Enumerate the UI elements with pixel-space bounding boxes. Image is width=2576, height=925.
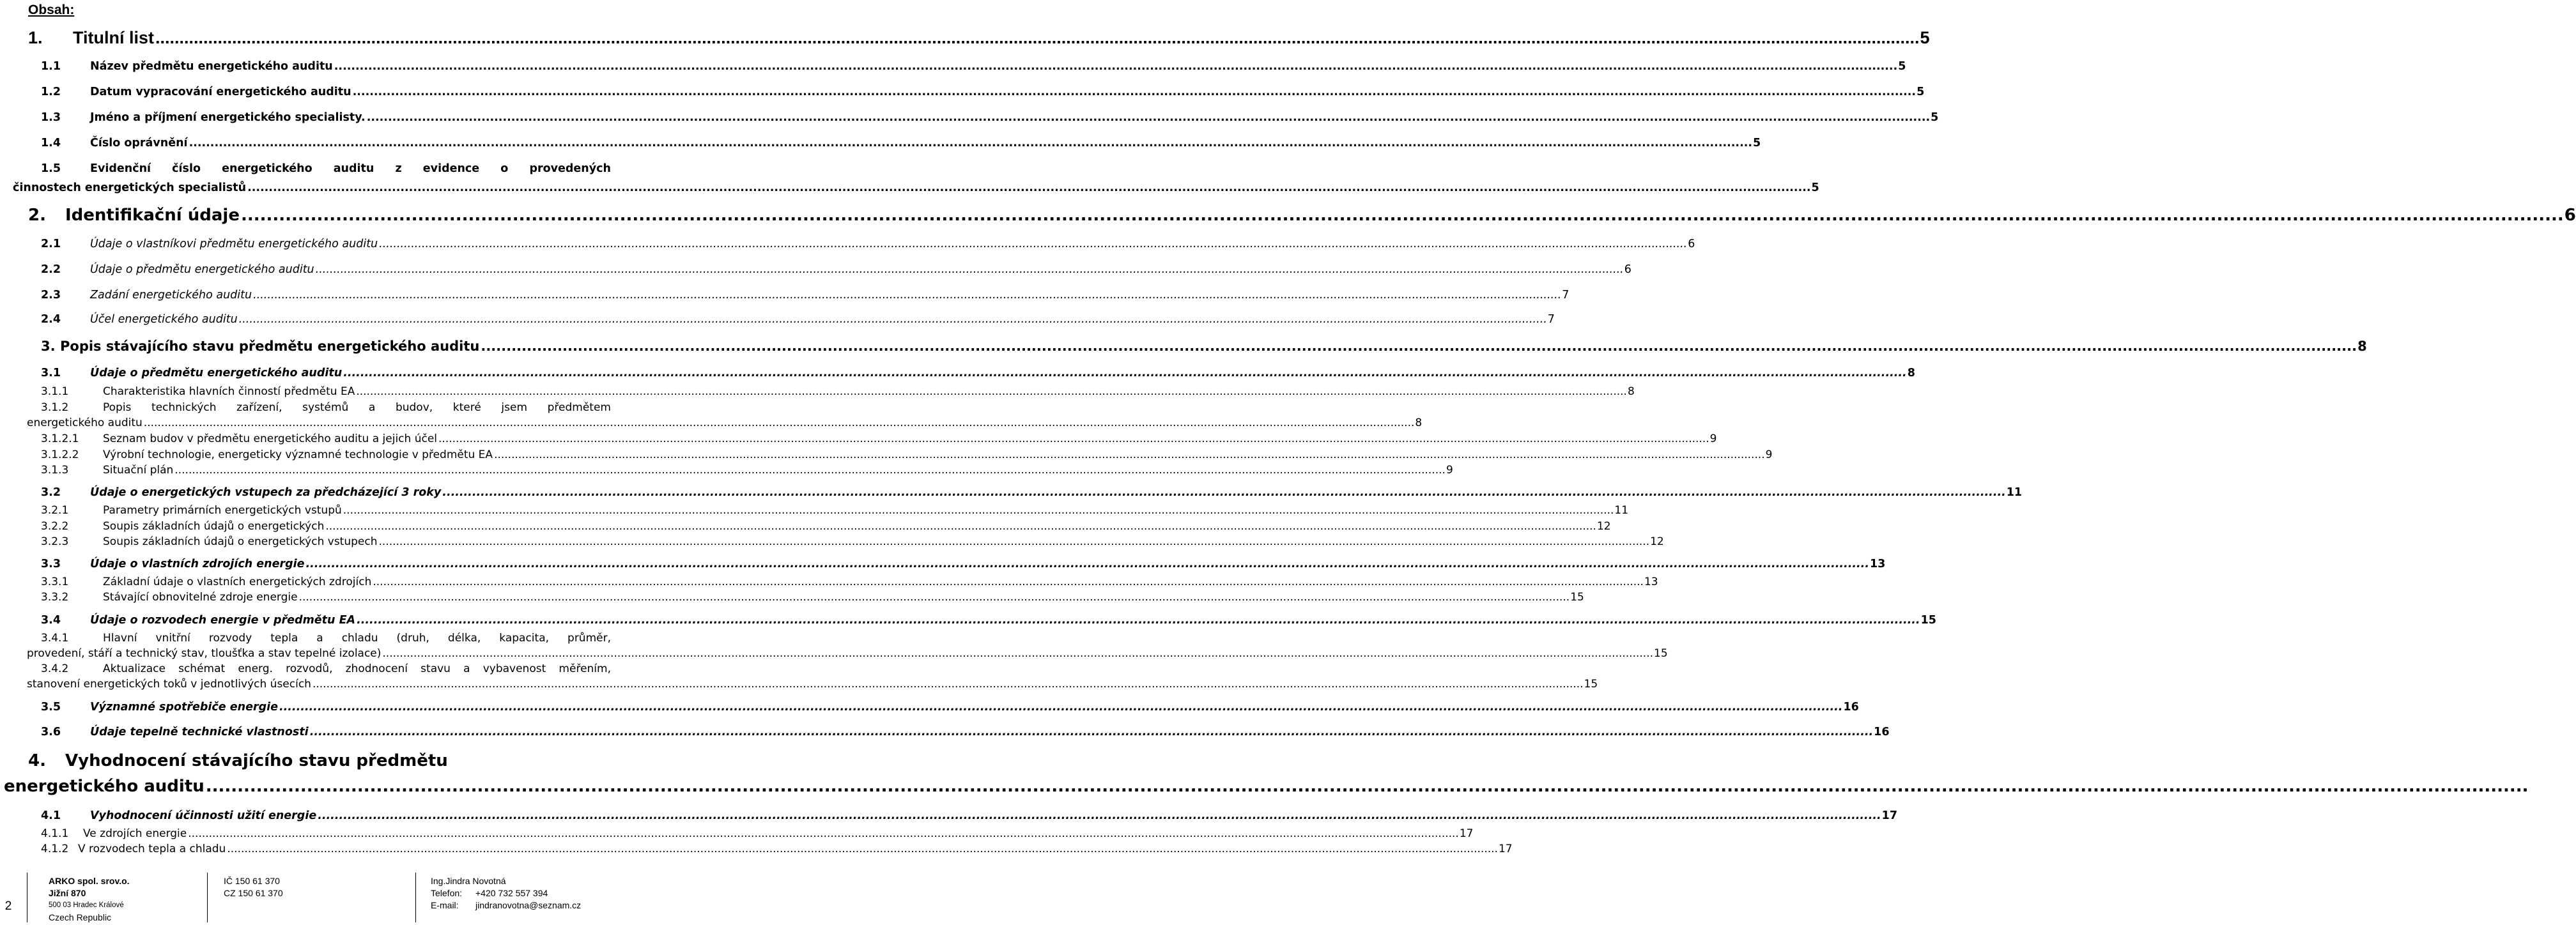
toc-number: 2. — [28, 206, 46, 225]
toc-leader — [305, 558, 1869, 570]
toc-title: V rozvodech tepla a chladu — [78, 843, 226, 855]
toc-title: Seznam budov v předmětu energetického auditu a jejich účel — [103, 432, 438, 445]
toc-leader — [381, 647, 1653, 660]
toc-entry[interactable] — [41, 827, 1474, 840]
footer-divider — [415, 873, 416, 922]
toc-page: 6 — [2564, 206, 2576, 225]
toc-entry[interactable] — [41, 111, 1939, 124]
toc-entry[interactable] — [41, 432, 1717, 445]
page-footer — [0, 869, 613, 925]
toc-title: Údaje o vlastníkovi předmětu energetického auditu — [90, 238, 378, 250]
toc-page: 5 — [1898, 60, 1906, 73]
toc-number: 1.2 — [41, 86, 61, 98]
toc-page: 9 — [1446, 464, 1453, 477]
toc-page: 13 — [1869, 558, 1886, 570]
toc-title: Údaje o předmětu energetického auditu — [90, 367, 343, 379]
toc-leader — [378, 535, 1650, 548]
toc-number: 2.2 — [41, 263, 61, 276]
toc-title: Ve zdrojích energie — [83, 827, 187, 840]
toc-number: 3.1.2.2 — [41, 448, 79, 461]
toc-entry-line1[interactable] — [41, 162, 611, 175]
toc-leader — [226, 843, 1498, 855]
toc-leader — [342, 367, 1906, 379]
phone-label: Telefon: — [431, 888, 463, 898]
toc-number: 3.3.2 — [41, 591, 69, 604]
toc-page: 6 — [1688, 238, 1695, 250]
toc-page: 16 — [1874, 726, 1890, 738]
toc-title: Charakteristika hlavních činností předmětu EA — [103, 385, 355, 398]
toc-page: 17 — [1459, 827, 1474, 840]
toc-leader — [371, 576, 1644, 588]
toc-leader — [314, 263, 1624, 276]
toc-page: 11 — [1614, 504, 1629, 517]
toc-number: 3.2.1 — [41, 504, 69, 517]
toc-leader — [479, 339, 2357, 354]
toc-title: Číslo oprávnění — [90, 137, 188, 149]
toc-entry[interactable] — [41, 504, 1629, 517]
toc-entry-line1[interactable] — [41, 632, 611, 645]
toc-title-line2: provedení, stáří a technický stav, tloušťka a stav tepelné izolace) — [27, 647, 382, 660]
toc-page: 9 — [1765, 448, 1773, 461]
toc-page: 8 — [1627, 385, 1635, 398]
toc-page: 8 — [1907, 367, 1915, 379]
toc-entry-line2[interactable] — [4, 777, 608, 796]
toc-title-line1: Aktualizace schémat energ. rozvodů, zhodnocení stavu a vybavenost měřením, — [103, 662, 611, 675]
toc-number: 3.1.2 — [41, 401, 69, 414]
toc-page: 15 — [1584, 678, 1598, 691]
toc-entry[interactable] — [41, 520, 1611, 533]
toc-title: Údaje o rozvodech energie v předmětu EA — [90, 614, 356, 627]
toc-title: Soupis základních údajů o energetických vstupech — [103, 535, 378, 548]
toc-leader — [238, 313, 1547, 326]
toc-entry[interactable] — [41, 809, 1898, 822]
toc-title: Vyhodnocení účinnosti užití energie — [90, 809, 317, 822]
toc-title: Údaje o předmětu energetického auditu — [90, 263, 314, 276]
toc-title: Popis stávajícího stavu předmětu energetického auditu — [60, 339, 480, 354]
contact-phone-row — [431, 887, 581, 899]
email-address[interactable]: jindranovotna@seznam.cz — [475, 900, 582, 910]
toc-title: Situační plán — [103, 464, 174, 477]
toc-number: 1.1 — [41, 60, 61, 73]
toc-entry-line2[interactable] — [27, 678, 1598, 691]
toc-number: 4.1.2 — [41, 843, 69, 855]
toc-number: 3.4.2 — [41, 662, 69, 675]
toc-number: 3.5 — [41, 701, 61, 714]
toc-title: Údaje o energetických vstupech za předcházející 3 roky — [90, 486, 442, 499]
toc-page: 8 — [2357, 339, 2367, 354]
toc-page: 11 — [2006, 486, 2023, 499]
toc-leader — [355, 614, 1920, 627]
toc-leader — [311, 678, 1584, 691]
footer-contact — [431, 875, 581, 912]
toc-number: 3.1.2.1 — [41, 432, 79, 445]
toc-number: 3.3 — [41, 558, 61, 570]
toc-number: 2.1 — [41, 238, 61, 250]
toc-entry[interactable] — [41, 289, 1570, 302]
toc-entry[interactable] — [41, 60, 1906, 73]
toc-leader — [378, 238, 1687, 250]
toc-entry[interactable] — [41, 614, 1936, 627]
toc-leader — [366, 111, 1930, 124]
email-label: E-mail: — [431, 900, 459, 910]
toc-leader — [309, 726, 1873, 738]
toc-page: 12 — [1650, 535, 1664, 548]
toc-title: Významné spotřebiče energie — [90, 701, 278, 714]
toc-page: 16 — [1843, 701, 1859, 714]
toc-entry[interactable] — [28, 28, 1930, 48]
toc-title: Údaje o vlastních zdrojích energie — [90, 558, 305, 570]
toc-entry[interactable] — [41, 464, 1453, 477]
toc-page: 7 — [1547, 313, 1555, 326]
phone-number: +420 732 557 394 — [475, 888, 548, 898]
toc-entry-line2[interactable] — [27, 417, 1423, 429]
company-ic: IČ 150 61 370 — [224, 876, 280, 886]
toc-title: Název předmětu energetického auditu — [90, 60, 333, 73]
toc-number: 3. — [41, 339, 56, 354]
toc-page: 13 — [1644, 576, 1658, 588]
toc-heading: Obsah: — [28, 3, 75, 17]
toc-leader — [187, 827, 1459, 840]
toc-number: 2.3 — [41, 289, 61, 302]
toc-number: 3.6 — [41, 726, 61, 738]
contact-name: Ing.Jindra Novotná — [431, 876, 506, 886]
toc-title-line1: Vyhodnocení stávajícího stavu předmětu — [65, 751, 448, 770]
toc-entry[interactable] — [41, 591, 1584, 604]
toc-title-line1: Popis technických zařízení, systémů a budov, které jsem předmětem — [103, 401, 611, 414]
company-city: 500 03 Hradec Králové — [49, 901, 124, 909]
company-vat: CZ 150 61 370 — [224, 888, 283, 898]
toc-page: 5 — [1811, 181, 1819, 194]
toc-leader — [252, 289, 1561, 302]
toc-title: Datum vypracování energetického auditu — [90, 86, 351, 98]
toc-leader — [493, 448, 1765, 461]
toc-number: 3.1.3 — [41, 464, 69, 477]
toc-number: 2.4 — [41, 313, 61, 326]
toc-entry[interactable] — [41, 263, 1631, 276]
toc-leader — [143, 417, 1415, 429]
toc-title: Identifikační údaje — [65, 206, 240, 225]
toc-title: Údaje tepelně technické vlastnosti — [90, 726, 309, 738]
toc-page: 12 — [1596, 520, 1611, 533]
toc-title: Stávající obnovitelné zdroje energie — [103, 591, 298, 604]
toc-entry[interactable] — [28, 206, 2576, 225]
toc-title: Soupis základních údajů o energetických — [103, 520, 325, 533]
toc-title-line2: energetického auditu — [27, 417, 143, 429]
toc-leader — [355, 385, 1627, 398]
toc-entry-line2[interactable] — [13, 181, 1819, 194]
toc-page: 7 — [1562, 289, 1570, 302]
toc-number: 1.4 — [41, 137, 61, 149]
toc-title-line1: Evidenční číslo energetického auditu z evidence o provedených — [90, 162, 611, 175]
company-street: Jižní 870 — [49, 888, 86, 898]
toc-title: Výrobní technologie, energeticky významné technologie v předmětu EA — [103, 448, 493, 461]
toc-number: 3.2.3 — [41, 535, 69, 548]
toc-leader — [441, 486, 2005, 499]
toc-entry-line1[interactable] — [41, 401, 611, 414]
toc-entry-line2[interactable] — [27, 647, 1668, 660]
toc-leader — [154, 28, 1920, 48]
toc-page: 9 — [1709, 432, 1717, 445]
toc-entry[interactable] — [41, 558, 1886, 570]
toc-entry[interactable] — [41, 701, 1859, 714]
toc-number: 3.4 — [41, 614, 61, 627]
toc-number: 3.2 — [41, 486, 61, 499]
toc-entry-line1[interactable] — [28, 751, 603, 770]
toc-title-line2: činnostech energetických specialistů — [13, 181, 247, 194]
toc-number: 1.3 — [41, 111, 61, 124]
toc-number: 1.5 — [41, 162, 61, 175]
toc-page: 17 — [1498, 843, 1513, 855]
toc-entry[interactable] — [41, 576, 1658, 588]
toc-number: 4.1.1 — [41, 827, 69, 840]
toc-leader — [246, 181, 1810, 194]
company-country: Czech Republic — [49, 912, 112, 922]
toc-number: 4.1 — [41, 809, 61, 822]
toc-entry[interactable] — [41, 313, 1555, 326]
toc-title: Účel energetického auditu — [90, 313, 238, 326]
toc-entry[interactable] — [41, 726, 1890, 738]
toc-leader — [351, 86, 1916, 98]
toc-page: 5 — [1753, 137, 1761, 149]
toc-entry[interactable] — [41, 339, 2367, 354]
toc-number: 3.2.2 — [41, 520, 69, 533]
toc-entry[interactable] — [41, 137, 1761, 149]
toc-entry[interactable] — [41, 86, 1925, 98]
toc-title-line2: stanovení energetických toků v jednotlivých úsecích — [27, 678, 311, 691]
toc-leader — [278, 701, 1842, 714]
toc-entry-line1[interactable] — [41, 662, 611, 675]
toc-title-line1: Hlavní vnitřní rozvody tepla a chladu (druh, délka, kapacita, průměr, — [103, 632, 611, 645]
toc-number: 3.1 — [41, 367, 61, 379]
toc-leader — [240, 206, 2564, 225]
toc-page: 5 — [1920, 28, 1930, 47]
toc-title: Parametry primárních energetických vstupů — [103, 504, 342, 517]
toc-number: 3.1.1 — [41, 385, 69, 398]
toc-leader — [342, 504, 1614, 517]
toc-entry[interactable] — [41, 486, 2023, 499]
page-number: 2 — [4, 899, 12, 913]
toc-title: Titulní list — [73, 28, 154, 47]
toc-number: 1. — [28, 28, 43, 47]
toc-entry[interactable] — [41, 385, 1635, 398]
toc-leader — [316, 809, 1881, 822]
footer-ids — [224, 875, 283, 899]
toc-page: 5 — [1917, 86, 1925, 98]
toc-number: 3.3.1 — [41, 576, 69, 588]
toc-entry[interactable] — [41, 238, 1695, 250]
toc-page: 15 — [1654, 647, 1668, 660]
toc-title: Základní údaje o vlastních energetických zdrojích — [103, 576, 372, 588]
toc-leader — [298, 591, 1570, 604]
toc-entry[interactable] — [41, 448, 1773, 461]
toc-leader — [437, 432, 1709, 445]
toc-title: Zadání energetického auditu — [90, 289, 252, 302]
toc-page: 15 — [1920, 614, 1936, 627]
toc-page: 17 — [1881, 809, 1898, 822]
toc-page: 8 — [1415, 417, 1423, 429]
toc-entry[interactable] — [41, 367, 1915, 379]
toc-leader — [324, 520, 1596, 533]
toc-page: 5 — [1931, 111, 1939, 124]
toc-leader — [173, 464, 1446, 477]
toc-page: 15 — [1570, 591, 1584, 604]
toc-entry[interactable] — [41, 843, 1513, 855]
toc-number: 3.4.1 — [41, 632, 69, 645]
toc-entry[interactable] — [41, 535, 1664, 548]
toc-number: 4. — [28, 751, 46, 770]
footer-divider — [207, 873, 208, 922]
toc-title-line2: energetického auditu — [4, 777, 204, 796]
toc-leader — [333, 60, 1897, 73]
toc-title: Jméno a příjmení energetického specialisty. — [90, 111, 366, 124]
company-name: ARKO spol. srov.o. — [49, 876, 130, 886]
toc-page: 6 — [1624, 263, 1631, 276]
toc-leader — [204, 777, 2529, 796]
footer-company — [49, 875, 130, 924]
toc-leader — [188, 137, 1752, 149]
contact-email-row — [431, 899, 581, 912]
